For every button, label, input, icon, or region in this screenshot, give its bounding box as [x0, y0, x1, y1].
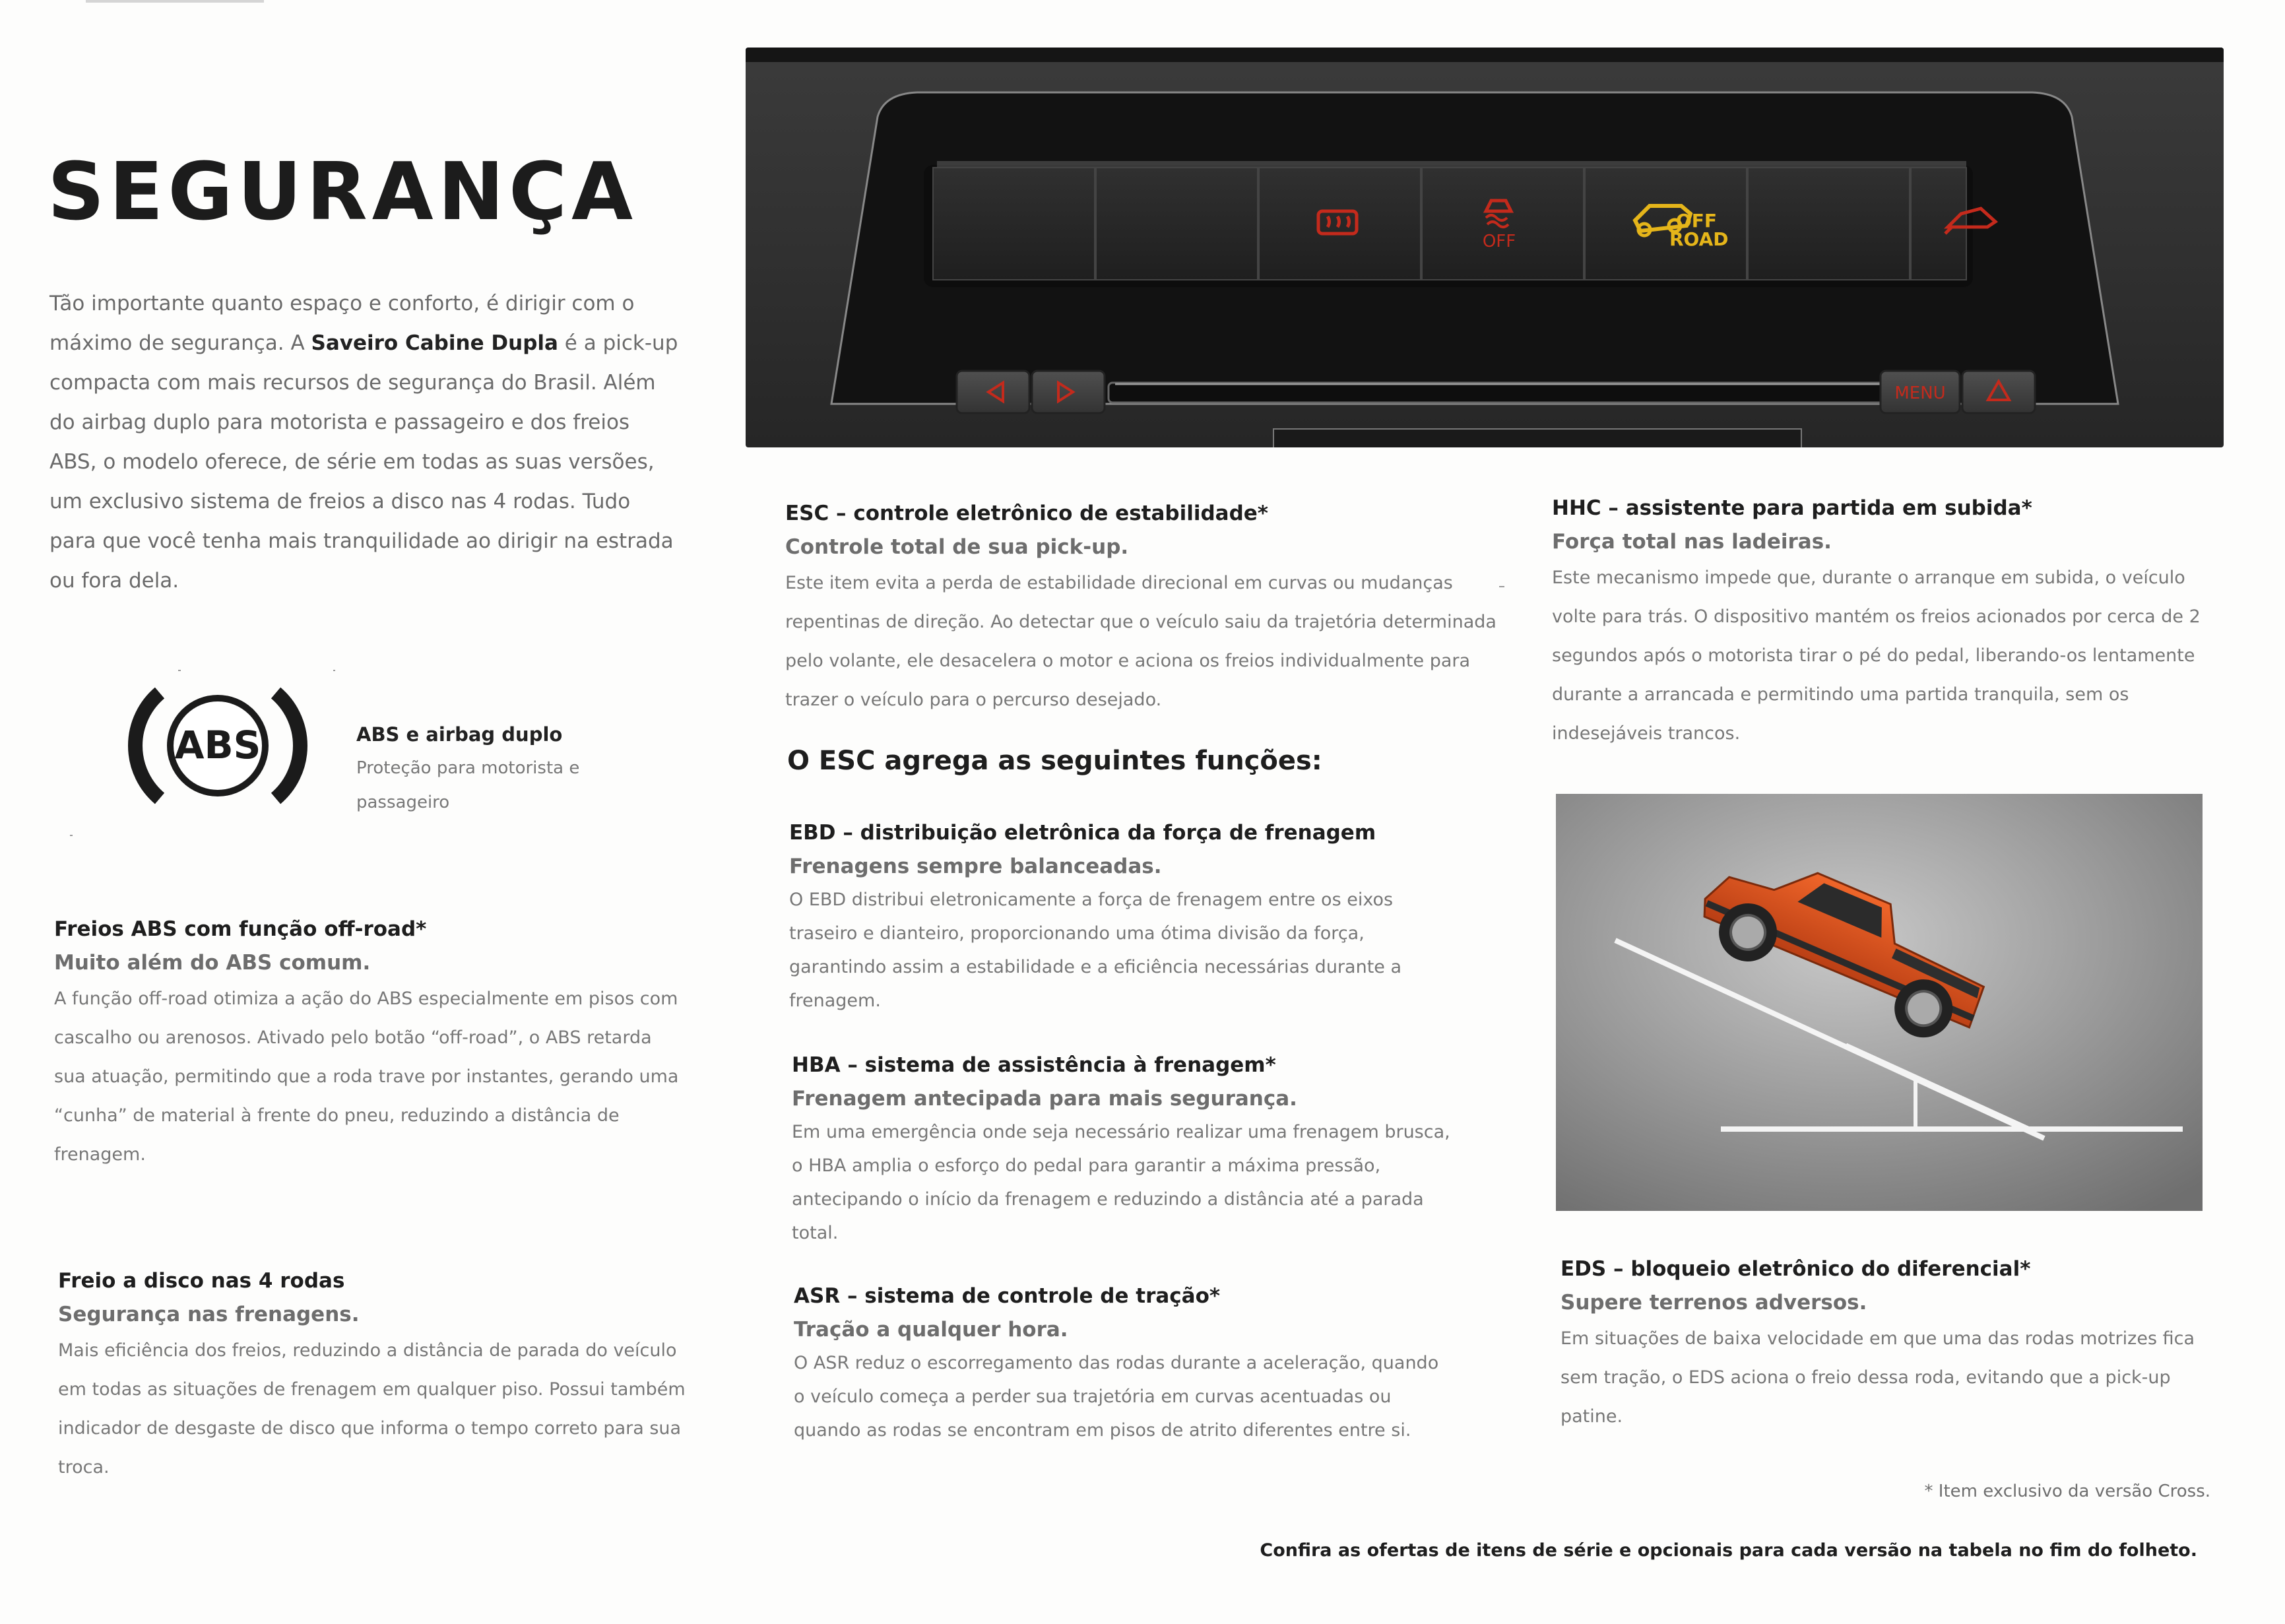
intro-paragraph — [49, 284, 683, 601]
top-rule — [86, 0, 264, 3]
section-title: Freio a disco nas 4 rodas — [58, 1269, 345, 1293]
section-eds — [1561, 1252, 2220, 1436]
section-subtitle: Segurança nas frenagens. — [58, 1303, 360, 1326]
abs-icon-text: ABS — [174, 723, 261, 767]
section-subtitle: Tração a qualquer hora. — [794, 1318, 1068, 1342]
mark — [1499, 586, 1504, 587]
section-text: O EBD distribui eletronicamente a força de frenagem entre os eixos traseiro e dianteiro, proporcionando uma ótima divisão da força, garantindo assim a estabilidade e a eficiência necessárias durante a frenagem. — [789, 890, 1402, 1011]
section-subtitle: Frenagens sempre balanceadas. — [789, 855, 1162, 878]
cross-version-footnote: * Item exclusivo da versão Cross. — [1924, 1481, 2210, 1501]
section-title: EDS – bloqueio eletrônico do diferencial* — [1561, 1257, 2031, 1281]
section-text: A função off-road otimiza a ação do ABS especialmente em pisos com cascalho ou arenosos. Ativado pelo botão “off-road”, o ABS retarda sua atuação, permitindo que a roda trave por instantes, gerando uma “cunha” de material à frente do pneu, reduzindo a distância de frenagem. — [54, 989, 679, 1165]
section-title: HBA – sistema de assistência à frenagem* — [792, 1053, 1276, 1077]
section-hhc — [1552, 491, 2225, 753]
intro-model-name: Saveiro Cabine Dupla — [311, 331, 558, 355]
section-subtitle: Muito além do ABS comum. — [54, 951, 371, 975]
section-text: Este mecanismo impede que, durante o arranque em subida, o veículo volte para trás. O dispositivo mantém os freios acionados por cerca de 2 segundos após o motorista tirar o pé do pedal, liberando-os lentamente durante a arrancada e permitindo uma partida tranquila, sem os indesejáveis trancos. — [1552, 568, 2201, 744]
page-title: SEGURANÇA — [48, 146, 637, 238]
abs-airbag-caption — [356, 718, 620, 820]
pickup-on-slope-image — [1556, 794, 2203, 1211]
abs-warning-icon — [119, 680, 317, 812]
esc-functions-heading: O ESC agrega as seguintes funções: — [787, 746, 1322, 776]
section-title: EBD – distribuição eletrônica da força de frenagem — [789, 821, 1376, 845]
section-asr — [794, 1279, 1454, 1447]
section-title: ESC – controle eletrônico de estabilidade* — [785, 502, 1268, 525]
offroad-label-line2: ROAD — [1669, 228, 1729, 250]
section-text: Em situações de baixa velocidade em que uma das rodas motrizes fica sem tração, o EDS aciona o freio dessa roda, evitando que a pick-up patine. — [1561, 1328, 2195, 1427]
section-subtitle: Controle total de sua pick-up. — [785, 535, 1129, 559]
section-text: O ASR reduz o escorregamento das rodas durante a aceleração, quando o veículo começa a perder sua trajetória em curvas acentuadas ou quando as rodas se encontram em pisos de atrito diferentes entre si. — [794, 1353, 1439, 1441]
section-text: Em uma emergência onde seja necessário realizar uma frenagem brusca, o HBA amplia o esforço do pedal para garantir a máxima pressão, antecipando o início da frenagem e reduzindo a distância até a parada total. — [792, 1122, 1450, 1243]
abs-airbag-text: Proteção para motorista e passageiro — [356, 758, 580, 812]
mark — [178, 670, 181, 671]
mark — [333, 670, 335, 671]
section-text: Mais eficiência dos freios, reduzindo a distância de parada do veículo em todas as situações de frenagem em qualquer piso. Possui também indicador de desgaste de disco que informa o tempo correto para sua troca. — [58, 1340, 686, 1478]
abs-airbag-title: ABS e airbag duplo — [356, 723, 563, 746]
offroad-label-line1: OFF — [1676, 210, 1718, 232]
section-title: Freios ABS com função off-road* — [54, 917, 427, 941]
section-abs-offroad — [54, 912, 688, 1174]
section-ebd — [789, 816, 1449, 1018]
brochure-footer-note: Confira as ofertas de itens de série e opcionais para cada versão na tabela no fim do folheto. — [1260, 1540, 2197, 1561]
section-title: HHC – assistente para partida em subida* — [1552, 496, 2032, 520]
section-disc-brakes — [58, 1264, 692, 1487]
section-subtitle: Supere terrenos adversos. — [1561, 1291, 1867, 1315]
esc-off-label: OFF — [1482, 232, 1516, 251]
intro-text-post: é a pick-up compacta com mais recursos de segurança do Brasil. Além do airbag duplo para motorista e passageiro e dos freios ABS, o modelo oferece, de série em todas as suas versões, um exclusivo sistema de freios a disco nas 4 rodas. Tudo para que você tenha mais tranquilidade ao dirigir na estrada ou fora dela. — [49, 331, 678, 593]
dashboard-button-panel-image — [746, 48, 2224, 447]
section-title: ASR – sistema de controle de tração* — [794, 1284, 1221, 1308]
section-text: Este item evita a perda de estabilidade direcional em curvas ou mudanças repentinas de direção. Ao detectar que o veículo saiu da trajetória determinada pelo volante, ele desacelera o motor e aciona os freios individualmente para trazer o veículo para o percurso desejado. — [785, 573, 1497, 710]
section-hba — [792, 1048, 1452, 1250]
section-subtitle: Frenagem antecipada para mais segurança. — [792, 1087, 1297, 1111]
mark — [70, 835, 73, 836]
intro-text-pre: Tão importante quanto espaço e conforto, é dirigir com o máximo de segurança. A — [49, 292, 635, 355]
menu-label: MENU — [1894, 383, 1946, 403]
section-esc — [785, 496, 1518, 719]
section-subtitle: Força total nas ladeiras. — [1552, 530, 1832, 554]
